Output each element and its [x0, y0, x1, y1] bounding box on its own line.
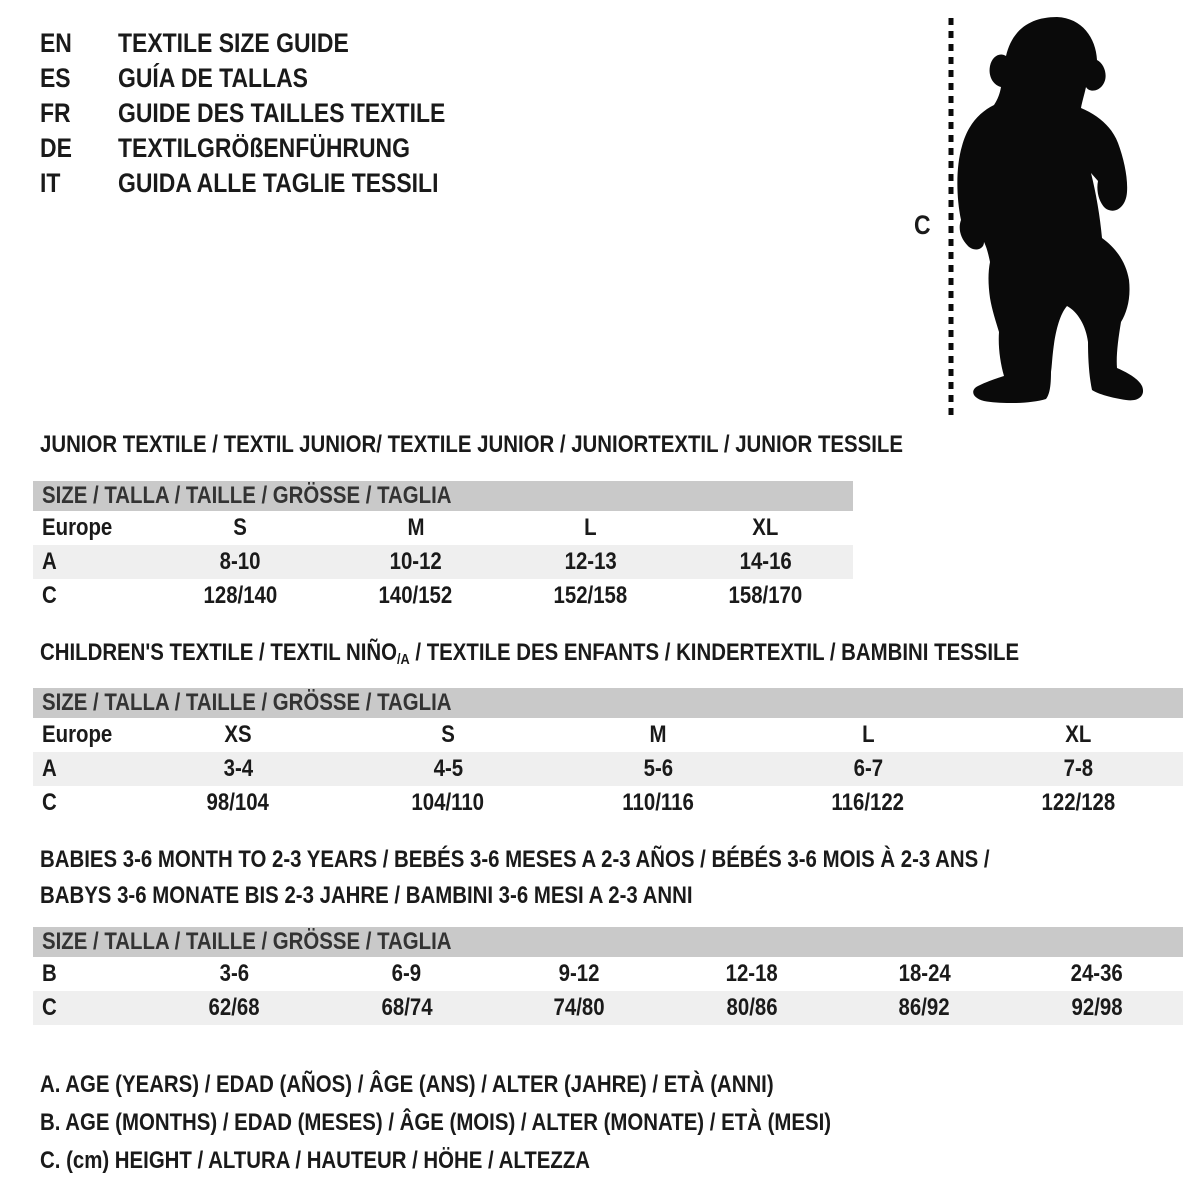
language-label: GUÍA DE TALLAS: [118, 63, 308, 93]
section-title-junior: [40, 431, 903, 458]
language-code-cell: [40, 133, 118, 164]
legend-line-b-text: B. AGE (MONTHS) / EDAD (MESES) / ÂGE (MOIS) / ALTER (MONATE) / ETÀ (MESI): [40, 1109, 832, 1136]
size-cell-text: 12-13: [564, 548, 617, 575]
table-row: [33, 579, 853, 613]
size-cell: [328, 579, 503, 613]
language-code: ES: [40, 63, 71, 93]
size-cell: [133, 786, 343, 820]
size-cell-text: 6-7: [853, 755, 883, 782]
size-cell-text: 122/128: [1041, 789, 1115, 816]
row-label-text: C: [42, 789, 57, 816]
legend-block: [40, 1066, 971, 1180]
size-cell-text: 98/104: [206, 789, 270, 816]
toddler-silhouette-image: [940, 14, 1150, 418]
section-children-textile: [33, 640, 1183, 820]
size-cell: [343, 718, 553, 752]
section-title-babies: [40, 842, 1183, 914]
size-cell: [321, 991, 494, 1025]
size-cell: [148, 957, 321, 991]
size-cell: [503, 579, 678, 613]
table-row: [33, 718, 1183, 752]
language-label: TEXTILE SIZE GUIDE: [118, 28, 349, 58]
size-cell: [343, 752, 553, 786]
language-label: GUIDA ALLE TAGLIE TESSILI: [118, 168, 439, 198]
size-cell: [553, 718, 763, 752]
table-row: [33, 545, 853, 579]
size-cell: [763, 786, 973, 820]
size-cell: [343, 786, 553, 820]
babies-title-line2: BABYS 3-6 MONATE BIS 2-3 JAHRE / BAMBINI 3-6 MESI A 2-3 ANNI: [40, 882, 693, 909]
size-cell: [153, 545, 328, 579]
size-cell: [328, 545, 503, 579]
row-label: [33, 511, 153, 545]
language-label: TEXTILGRÖßENFÜHRUNG: [118, 133, 410, 163]
size-cell-text: 3-6: [219, 960, 249, 987]
row-label-text: A: [42, 548, 57, 575]
section-junior-textile: [33, 431, 903, 613]
size-cell-text: 116/122: [831, 789, 905, 816]
size-cell: [133, 718, 343, 752]
language-row: [40, 96, 503, 131]
language-code: FR: [40, 98, 71, 128]
size-cell-text: 9-12: [558, 960, 600, 987]
legend-line-a-text: A. AGE (YEARS) / EDAD (AÑOS) / ÂGE (ANS) / ALTER (JAHRE) / ETÀ (ANNI): [40, 1071, 774, 1098]
size-cell: [666, 957, 839, 991]
size-cell: [553, 786, 763, 820]
size-cell-text: S: [441, 721, 455, 748]
size-cell: [1011, 991, 1184, 1025]
table-row: [33, 511, 853, 545]
language-code-cell: [40, 28, 118, 59]
size-cell: [553, 752, 763, 786]
size-cell: [973, 718, 1183, 752]
size-cell-text: M: [407, 514, 424, 541]
size-header-bar: [33, 927, 1183, 957]
language-row: [40, 131, 503, 166]
row-label: [33, 752, 133, 786]
table-row: [33, 752, 1183, 786]
size-cell-text: 92/98: [1071, 994, 1123, 1021]
row-label-text: B: [42, 960, 57, 987]
size-cell-text: M: [649, 721, 667, 748]
section-babies-textile: [33, 842, 1183, 1025]
language-row: [40, 61, 503, 96]
row-label-text: A: [42, 755, 57, 782]
children-size-table: [33, 718, 1183, 820]
size-cell-text: 62/68: [208, 994, 260, 1021]
size-cell: [153, 579, 328, 613]
legend-line-c-text: C. (cm) HEIGHT / ALTURA / HAUTEUR / HÖHE / ALTEZZA: [40, 1147, 591, 1174]
size-cell: [678, 579, 853, 613]
legend-line-c: [40, 1142, 971, 1180]
children-title-sub: /A: [396, 651, 410, 668]
section-title-children: [40, 640, 1183, 666]
row-label: [33, 786, 133, 820]
legend-line-a: [40, 1066, 971, 1104]
size-cell-text: S: [233, 514, 248, 541]
size-cell: [493, 991, 666, 1025]
size-cell-text: 5-6: [643, 755, 673, 782]
size-cell: [493, 957, 666, 991]
size-cell-text: XS: [224, 721, 252, 748]
size-cell-text: 18-24: [898, 960, 951, 987]
size-header-text: SIZE / TALLA / TAILLE / GRÖSSE / TAGLIA: [42, 928, 452, 955]
size-cell-text: 14-16: [739, 548, 792, 575]
language-label: GUIDE DES TAILLES TEXTILE: [118, 98, 446, 128]
size-cell: [153, 511, 328, 545]
size-header-text: SIZE / TALLA / TAILLE / GRÖSSE / TAGLIA: [42, 689, 452, 716]
size-cell-text: XL: [1064, 721, 1092, 748]
toddler-silhouette: [957, 17, 1143, 403]
size-cell: [838, 991, 1011, 1025]
size-header-bar: [33, 688, 1183, 718]
table-row: [33, 991, 1183, 1025]
size-cell: [1011, 957, 1184, 991]
size-cell-text: 24-36: [1070, 960, 1123, 987]
size-cell: [973, 786, 1183, 820]
junior-size-table: [33, 511, 853, 613]
size-cell: [678, 511, 853, 545]
babies-size-table: [33, 957, 1183, 1025]
row-label: [33, 718, 133, 752]
language-row: [40, 166, 503, 201]
size-cell: [763, 752, 973, 786]
size-cell: [503, 511, 678, 545]
table-row: [33, 957, 1183, 991]
size-cell-text: XL: [752, 514, 779, 541]
size-header-text: SIZE / TALLA / TAILLE / GRÖSSE / TAGLIA: [42, 482, 452, 509]
row-label: [33, 579, 153, 613]
language-code-cell: [40, 168, 118, 199]
size-cell-text: 8-10: [220, 548, 261, 575]
size-cell-text: 74/80: [553, 994, 605, 1021]
size-cell-text: 10-12: [389, 548, 442, 575]
language-header-block: [40, 26, 503, 201]
language-code-cell: [40, 98, 118, 129]
size-cell-text: 7-8: [1063, 755, 1093, 782]
language-code: DE: [40, 133, 72, 163]
size-cell: [678, 545, 853, 579]
size-cell-text: L: [861, 721, 875, 748]
legend-line-b: [40, 1104, 971, 1142]
size-cell-text: 140/152: [378, 582, 453, 609]
size-cell: [666, 991, 839, 1025]
row-label: [33, 957, 148, 991]
row-label-text: Europe: [42, 721, 113, 748]
size-cell: [973, 752, 1183, 786]
size-cell-text: 6-9: [392, 960, 422, 987]
language-code: IT: [40, 168, 61, 198]
size-cell-text: 152/158: [553, 582, 628, 609]
size-cell-text: 158/170: [728, 582, 803, 609]
row-label: [33, 545, 153, 579]
size-cell: [503, 545, 678, 579]
children-title-post: / TEXTILE DES ENFANTS / KINDERTEXTIL / BAMBINI TESSILE: [409, 639, 1020, 666]
size-cell-text: 80/86: [726, 994, 778, 1021]
row-label: [33, 991, 148, 1025]
section-title-children-text: [40, 640, 1019, 673]
language-code-cell: [40, 63, 118, 94]
table-row: [33, 786, 1183, 820]
size-header-bar: [33, 481, 853, 511]
size-cell: [148, 991, 321, 1025]
children-title-pre: CHILDREN'S TEXTILE / TEXTIL NIÑO: [40, 639, 397, 666]
measure-label-c: C: [914, 210, 931, 240]
language-code: EN: [40, 28, 72, 58]
size-cell: [328, 511, 503, 545]
size-cell: [763, 718, 973, 752]
row-label-text: C: [42, 994, 57, 1021]
row-label-text: Europe: [42, 514, 113, 541]
size-cell: [133, 752, 343, 786]
size-cell: [321, 957, 494, 991]
size-cell-text: 110/116: [622, 789, 694, 816]
size-cell-text: 86/92: [898, 994, 950, 1021]
size-cell-text: 12-18: [725, 960, 778, 987]
babies-title-line1: BABIES 3-6 MONTH TO 2-3 YEARS / BEBÉS 3-6 MESES A 2-3 AÑOS / BÉBÉS 3-6 MOIS À 2-3 ANS /: [40, 846, 990, 873]
row-label-text: C: [42, 582, 57, 609]
size-cell-text: L: [584, 514, 597, 541]
section-title-junior-text: JUNIOR TEXTILE / TEXTIL JUNIOR/ TEXTILE JUNIOR / JUNIORTEXTIL / JUNIOR TESSILE: [40, 431, 903, 458]
size-cell-text: 104/110: [411, 789, 485, 816]
language-row: [40, 26, 503, 61]
size-cell-text: 68/74: [381, 994, 433, 1021]
size-cell-text: 3-4: [223, 755, 253, 782]
size-cell: [838, 957, 1011, 991]
size-cell-text: 4-5: [433, 755, 463, 782]
size-cell-text: 128/140: [203, 582, 278, 609]
